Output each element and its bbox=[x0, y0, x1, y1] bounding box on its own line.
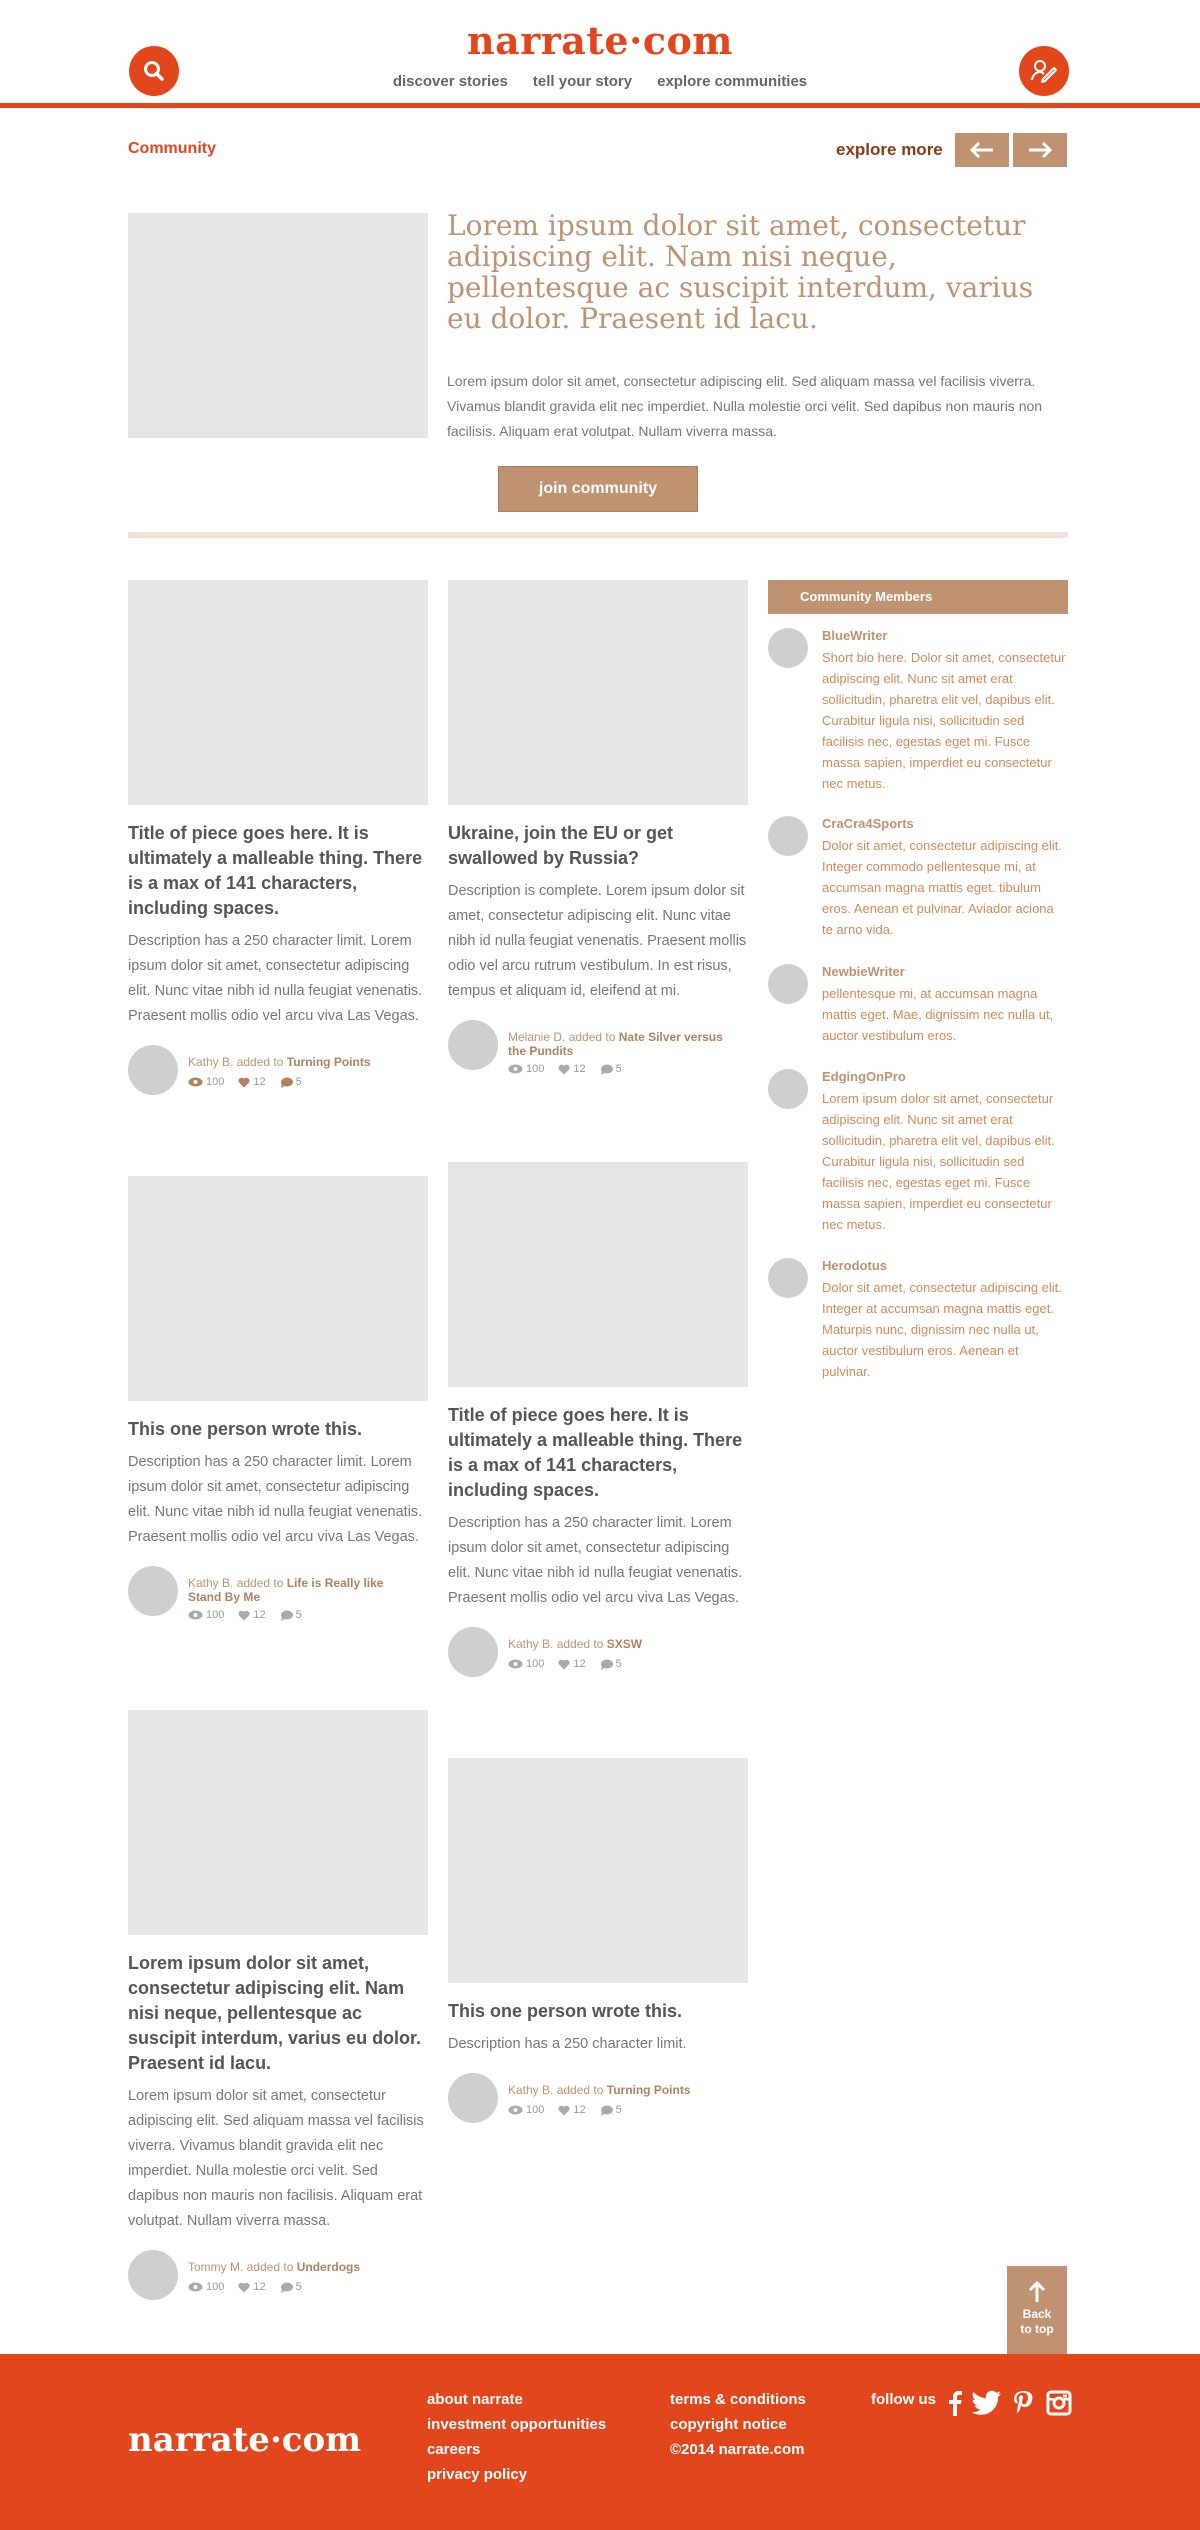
author-added-text: Kathy B. added to bbox=[508, 1637, 607, 1651]
explore-more-label[interactable]: explore more bbox=[836, 140, 943, 159]
member-avatar[interactable] bbox=[768, 1069, 808, 1109]
member-bio: Lorem ipsum dolor sit amet, consectetur adipiscing elit. Nunc sit amet erat sollicitudin, pharetra elit vel, dapibus elit. Curabitur ligula nisi, sollicitudin sed facilisis nec, egestas eget mi. Fusce massa sapien, imperdiet eu consectetur nec metus. bbox=[822, 1091, 1055, 1232]
twitter-icon[interactable] bbox=[972, 2390, 1002, 2416]
story-card bbox=[448, 1162, 748, 1679]
likes-count: 12 bbox=[253, 1609, 266, 1621]
section-divider bbox=[128, 532, 1068, 538]
comment-bubble-icon bbox=[280, 2282, 293, 2293]
back-to-top-button[interactable] bbox=[1007, 2266, 1067, 2354]
story-stats bbox=[188, 2281, 302, 2293]
likes-stat bbox=[558, 2104, 585, 2116]
comment-bubble-icon bbox=[280, 1077, 293, 1088]
collection-link[interactable]: SXSW bbox=[606, 1637, 643, 1651]
feature-description: Lorem ipsum dolor sit amet, consectetur adipiscing elit. Sed aliquam massa vel facilisis viverra. Vivamus blandit gravida elit nec imperdiet. Nulla molestie orci velit. Sed dapibus non mauris non facilisis. Aliquam erat volutpat. Nullam viverra massa. bbox=[447, 373, 1043, 439]
eye-icon bbox=[188, 1077, 203, 1087]
likes-count: 12 bbox=[253, 2281, 266, 2293]
comments-stat bbox=[600, 1658, 622, 1670]
next-button[interactable] bbox=[1013, 133, 1067, 167]
member-name[interactable]: CraCra4Sports bbox=[822, 816, 914, 831]
story-card bbox=[448, 1758, 748, 2125]
eye-icon bbox=[508, 1064, 523, 1074]
story-meta bbox=[128, 2250, 428, 2302]
community-label: Community bbox=[128, 140, 216, 157]
views-count: 100 bbox=[526, 2104, 545, 2116]
story-attribution bbox=[188, 1055, 418, 1069]
collection-link[interactable]: Turning Points bbox=[286, 1055, 371, 1069]
comments-count: 5 bbox=[295, 2281, 302, 2293]
views-stat bbox=[508, 1658, 544, 1670]
author-avatar[interactable] bbox=[128, 1566, 178, 1616]
member-bio: Dolor sit amet, consectetur adipiscing elit. Integer commodo pellentesque mi, at accumsan magna mattis eget. tibulum eros. Aenean et pulvinar. Aviador aciona te arno vida. bbox=[822, 838, 1062, 937]
join-community-button[interactable]: join community bbox=[498, 466, 698, 512]
views-stat bbox=[188, 1076, 224, 1088]
likes-stat bbox=[558, 1658, 585, 1670]
prev-button[interactable] bbox=[955, 133, 1009, 167]
story-meta bbox=[448, 1020, 748, 1075]
story-description: Description has a 250 character limit. Lorem ipsum dolor sit amet, consectetur adipiscing elit. Nunc vitae nibh id nulla feugiat venenatis. Praesent mollis odio vel arcu viva Las Vegas. bbox=[128, 1454, 423, 1545]
story-description: Description is complete. Lorem ipsum dolor sit amet, consectetur adipiscing elit. Nunc vitae nibh id nulla feugiat venenatis. Praesent mollis odio vel arcu rutrum vestibulum. In est risus, tempus et aliquam id, eleifend at mi. bbox=[448, 883, 747, 999]
story-description: Description has a 250 character limit. bbox=[448, 2036, 687, 2052]
story-meta bbox=[128, 1566, 428, 1621]
footer-link-careers[interactable]: careers bbox=[427, 2441, 481, 2458]
arrow-left-icon bbox=[969, 142, 995, 158]
story-description: Description has a 250 character limit. Lorem ipsum dolor sit amet, consectetur adipiscing elit. Nunc vitae nibh id nulla feugiat venenatis. Praesent mollis odio vel arcu viva Las Vegas. bbox=[448, 1515, 743, 1606]
likes-stat bbox=[238, 1076, 265, 1088]
eye-icon bbox=[508, 2105, 523, 2115]
comments-count: 5 bbox=[615, 2104, 622, 2116]
story-stats bbox=[508, 1658, 622, 1670]
story-card bbox=[128, 1710, 428, 2302]
story-image[interactable] bbox=[128, 1710, 428, 1935]
comments-count: 5 bbox=[295, 1076, 302, 1088]
collection-link[interactable]: Turning Points bbox=[606, 2083, 691, 2097]
comment-bubble-icon bbox=[600, 1064, 613, 1075]
comment-bubble-icon bbox=[600, 2105, 613, 2116]
author-added-text: Melanie D. added to bbox=[508, 1030, 619, 1044]
heart-icon bbox=[238, 1077, 250, 1088]
arrow-right-icon bbox=[1027, 142, 1053, 158]
story-image[interactable] bbox=[448, 580, 748, 805]
site-header bbox=[0, 0, 1200, 108]
member-name[interactable]: EdgingOnPro bbox=[822, 1069, 906, 1084]
story-stats bbox=[508, 1063, 622, 1075]
story-stats bbox=[508, 2104, 622, 2116]
story-image[interactable] bbox=[128, 580, 428, 805]
likes-count: 12 bbox=[573, 2104, 586, 2116]
community-members-header: Community Members bbox=[768, 580, 1068, 614]
likes-count: 12 bbox=[253, 1076, 266, 1088]
author-added-text: Tommy M. added to bbox=[188, 2260, 297, 2274]
views-count: 100 bbox=[206, 1076, 225, 1088]
views-count: 100 bbox=[206, 2281, 225, 2293]
story-attribution bbox=[508, 1030, 738, 1058]
member-name[interactable]: Herodotus bbox=[822, 1258, 887, 1273]
story-attribution bbox=[188, 2260, 418, 2274]
member-name[interactable]: NewbieWriter bbox=[822, 964, 905, 979]
story-title[interactable]: Title of piece goes here. It is ultimately a malleable thing. There is a max of 141 characters, including spaces. bbox=[448, 1405, 743, 1500]
footer-logo[interactable]: narrate·com bbox=[128, 2420, 362, 2460]
member-avatar[interactable] bbox=[768, 816, 808, 856]
story-meta bbox=[128, 1045, 428, 1097]
nav-explore-communities[interactable]: explore communities bbox=[657, 73, 808, 90]
comments-count: 5 bbox=[615, 1658, 622, 1670]
footer-link-copyright[interactable]: copyright notice bbox=[670, 2416, 787, 2433]
author-added-text: Kathy B. added to bbox=[188, 1576, 287, 1590]
footer-link-about[interactable]: about narrate bbox=[427, 2391, 523, 2408]
views-count: 100 bbox=[206, 1609, 225, 1621]
pinterest-icon[interactable] bbox=[1012, 2390, 1034, 2416]
story-title[interactable]: This one person wrote this. bbox=[448, 2001, 683, 2021]
heart-icon bbox=[558, 1659, 570, 1670]
author-added-text: Kathy B. added to bbox=[508, 2083, 607, 2097]
quill-pen-icon bbox=[1029, 56, 1059, 86]
views-count: 100 bbox=[526, 1658, 545, 1670]
feature-image[interactable] bbox=[128, 213, 428, 438]
member-avatar[interactable] bbox=[768, 628, 808, 668]
story-description: Description has a 250 character limit. Lorem ipsum dolor sit amet, consectetur adipiscing elit. Nunc vitae nibh id nulla feugiat venenatis. Praesent mollis odio vel arcu viva Las Vegas. bbox=[128, 933, 423, 1024]
arrow-up-icon bbox=[1027, 2280, 1047, 2304]
story-attribution bbox=[188, 1576, 418, 1604]
footer-links-legal bbox=[670, 2387, 806, 2462]
story-card bbox=[448, 580, 748, 1075]
views-stat bbox=[188, 1609, 224, 1621]
footer-link-terms[interactable]: terms & conditions bbox=[670, 2391, 806, 2408]
views-count: 100 bbox=[526, 1063, 545, 1075]
back-to-top-line1: Back bbox=[1022, 2307, 1052, 2321]
story-attribution bbox=[508, 2083, 738, 2097]
author-avatar[interactable] bbox=[448, 1627, 498, 1677]
story-attribution bbox=[508, 1637, 738, 1651]
feature-headline[interactable]: Lorem ipsum dolor sit amet, consectetur adipiscing elit. Nam nisi neque, pellentesque ac suscipit interdum, varius eu dolor. Praesent id lacu. bbox=[447, 209, 1034, 335]
comments-stat bbox=[280, 2281, 302, 2293]
instagram-icon[interactable] bbox=[1046, 2390, 1072, 2416]
story-description: Lorem ipsum dolor sit amet, consectetur adipiscing elit. Sed aliquam massa vel facilisis viverra. Vivamus blandit gravida elit nec imperdiet. Nulla molestie orci velit. Sed dapibus non mauris non facilisis. Aliquam erat volutpat. Nullam viverra massa. bbox=[128, 2088, 424, 2229]
member-avatar[interactable] bbox=[768, 964, 808, 1004]
story-card bbox=[128, 1176, 428, 1621]
footer-copyright: ©2014 narrate.com bbox=[670, 2441, 805, 2458]
likes-count: 12 bbox=[573, 1063, 586, 1075]
heart-icon bbox=[558, 2105, 570, 2116]
member-bio: Short bio here. Dolor sit amet, consectetur adipiscing elit. Nunc sit amet erat sollicitudin, pharetra elit vel, dapibus elit. Curabitur ligula nisi, sollicitudin sed facilisis nec, egestas eget mi. Fusce massa sapien, imperdiet eu consectetur nec metus. bbox=[822, 650, 1066, 791]
views-stat bbox=[188, 2281, 224, 2293]
comments-stat bbox=[600, 2104, 622, 2116]
member-bio: pellentesque mi, at accumsan magna mattis eget. Mae, dignissim nec nulla ut, auctor vestibulum eros. bbox=[822, 986, 1054, 1043]
likes-stat bbox=[238, 1609, 265, 1621]
author-avatar[interactable] bbox=[128, 1045, 178, 1095]
comments-stat bbox=[280, 1076, 302, 1088]
views-stat bbox=[508, 1063, 544, 1075]
nav-discover-stories[interactable]: discover stories bbox=[392, 73, 508, 90]
eye-icon bbox=[188, 1610, 203, 1620]
story-meta bbox=[448, 1627, 748, 1679]
eye-icon bbox=[188, 2282, 203, 2292]
views-stat bbox=[508, 2104, 544, 2116]
story-title[interactable]: Ukraine, join the EU or get swallowed by Russia? bbox=[448, 823, 674, 868]
heart-icon bbox=[238, 2282, 250, 2293]
story-title[interactable]: This one person wrote this. bbox=[128, 1419, 363, 1439]
footer-link-privacy[interactable]: privacy policy bbox=[427, 2466, 528, 2483]
member-name[interactable]: BlueWriter bbox=[822, 628, 888, 643]
footer-link-investment[interactable]: investment opportunities bbox=[427, 2416, 607, 2433]
collection-link[interactable]: Life is Really like Stand By Me bbox=[188, 1576, 384, 1604]
story-title[interactable]: Title of piece goes here. It is ultimately a malleable thing. There is a max of 141 characters, including spaces. bbox=[128, 823, 423, 918]
comments-stat bbox=[600, 1063, 622, 1075]
site-logo[interactable]: narrate·com bbox=[466, 18, 734, 63]
back-to-top-line2: to top bbox=[1020, 2322, 1054, 2336]
story-image[interactable] bbox=[128, 1176, 428, 1401]
footer-links-primary bbox=[427, 2387, 606, 2487]
comment-bubble-icon bbox=[280, 1610, 293, 1621]
story-image[interactable] bbox=[448, 1162, 748, 1387]
story-stats bbox=[188, 1609, 302, 1621]
facebook-icon[interactable] bbox=[948, 2390, 962, 2416]
follow-us-label: follow us bbox=[871, 2391, 936, 2408]
member-bio: Dolor sit amet, consectetur adipiscing elit. Integer at accumsan magna mattis eget. Maturpis nunc, dignissim nec nulla ut, auctor vestibulum eros. Aenean et pulvinar. bbox=[822, 1280, 1062, 1379]
eye-icon bbox=[508, 1659, 523, 1669]
story-stats bbox=[188, 1076, 302, 1088]
story-title[interactable]: Lorem ipsum dolor sit amet, consectetur adipiscing elit. Nam nisi neque, pellentesque ac suscipit interdum, varius eu dolor. Praesent id lacu. bbox=[128, 1953, 422, 2073]
comment-bubble-icon bbox=[600, 1659, 613, 1670]
heart-icon bbox=[238, 1610, 250, 1621]
heart-icon bbox=[558, 1064, 570, 1075]
author-avatar[interactable] bbox=[128, 2250, 178, 2300]
write-story-button[interactable] bbox=[1019, 46, 1069, 96]
story-meta bbox=[448, 2073, 748, 2125]
likes-count: 12 bbox=[573, 1658, 586, 1670]
member-avatar[interactable] bbox=[768, 1258, 808, 1298]
likes-stat bbox=[558, 1063, 585, 1075]
story-image[interactable] bbox=[448, 1758, 748, 1983]
story-card bbox=[128, 580, 428, 1097]
author-added-text: Kathy B. added to bbox=[188, 1055, 287, 1069]
author-avatar[interactable] bbox=[448, 2073, 498, 2123]
site-footer bbox=[0, 2354, 1200, 2530]
author-avatar[interactable] bbox=[448, 1020, 498, 1070]
collection-link[interactable]: Underdogs bbox=[296, 2260, 361, 2274]
likes-stat bbox=[238, 2281, 265, 2293]
nav-tell-your-story[interactable]: tell your story bbox=[532, 73, 633, 90]
collection-link[interactable]: Nate Silver versus the Pundits bbox=[508, 1030, 723, 1058]
comments-stat bbox=[280, 1609, 302, 1621]
comments-count: 5 bbox=[615, 1063, 622, 1075]
comments-count: 5 bbox=[295, 1609, 302, 1621]
